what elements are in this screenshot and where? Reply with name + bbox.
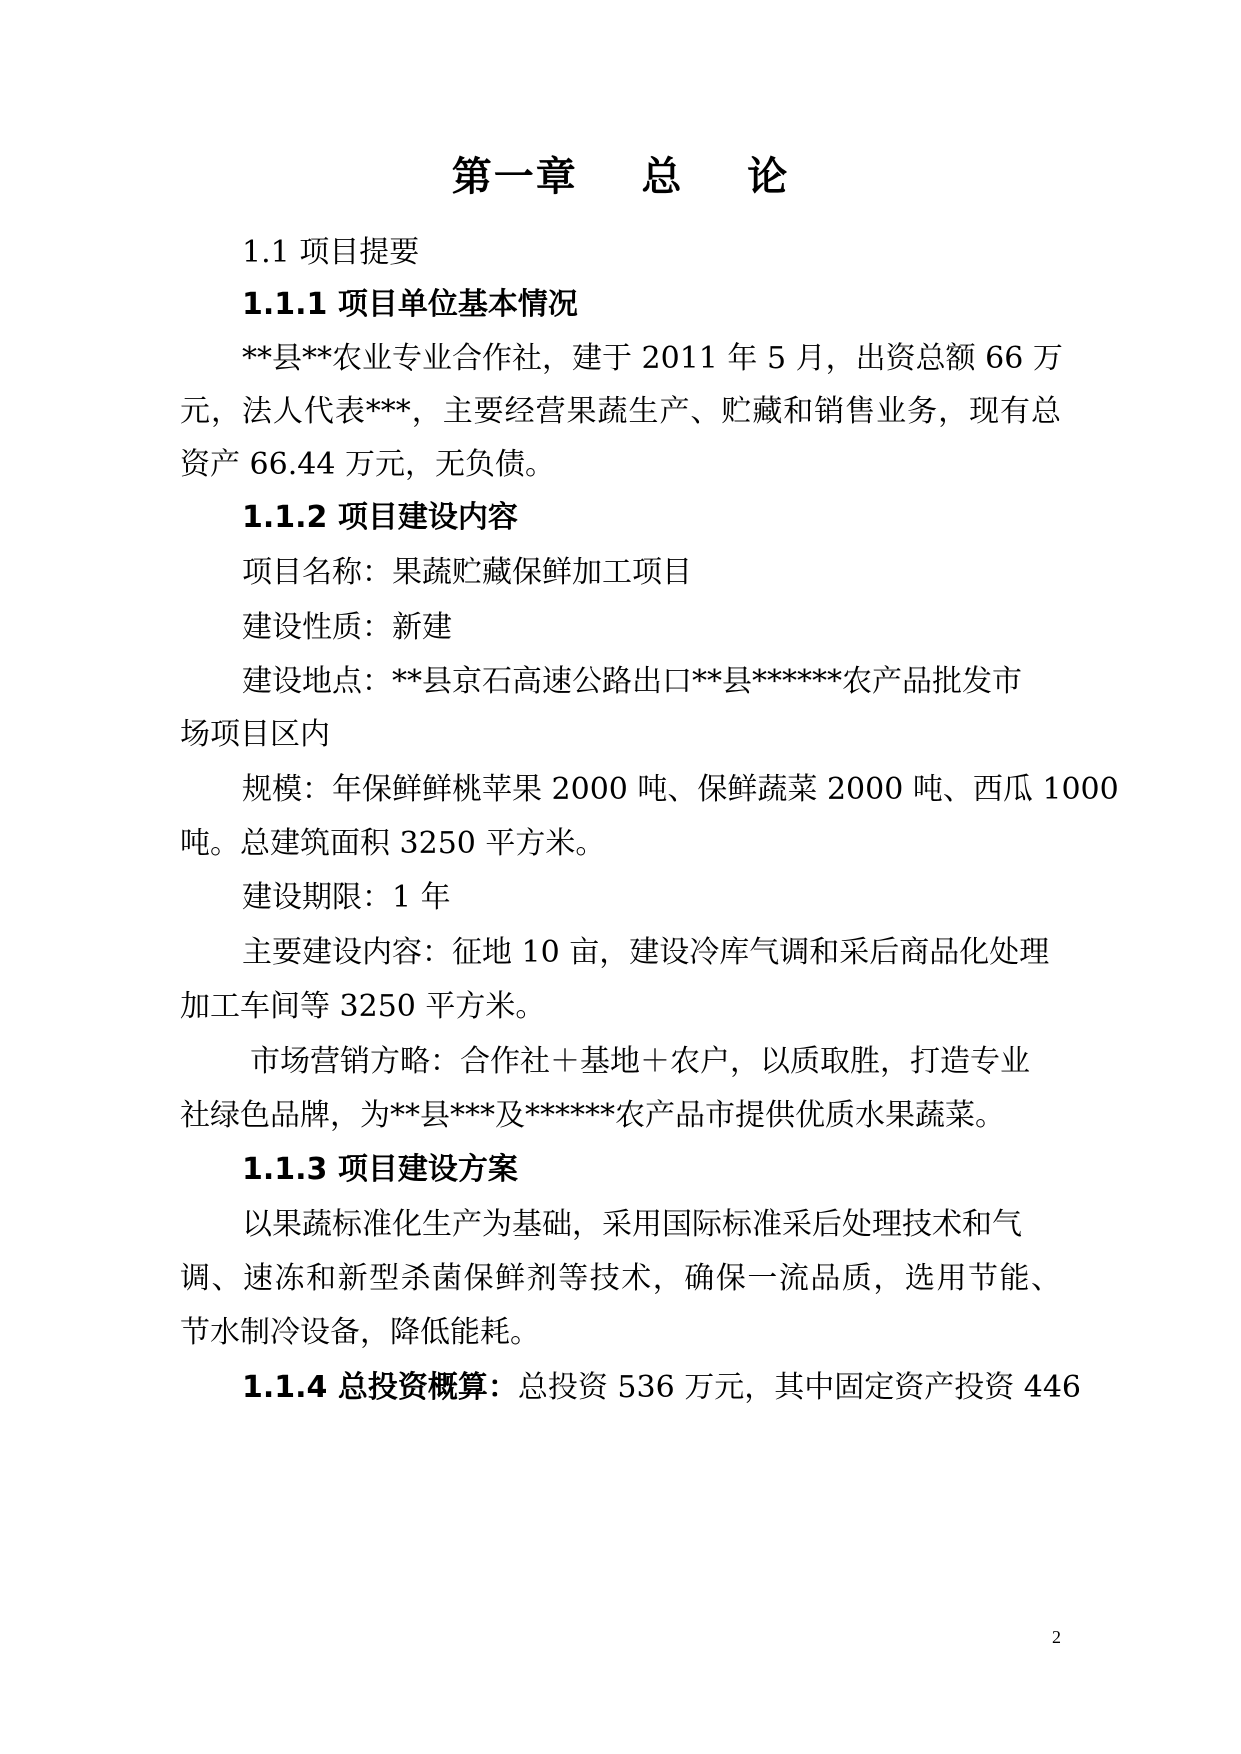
project-scale-line: 规模：年保鲜鲜桃苹果 2000 吨、保鲜蔬菜 2000 吨、西瓜 1000 [242,772,1119,807]
project-nature-line: 建设性质：新建 [242,610,452,645]
section-heading-1-1-3: 1.1.3 项目建设方案 [242,1152,518,1187]
marketing-line: 市场营销方略：合作社＋基地＋农户，以质取胜，打造专业 [250,1044,1030,1079]
main-content-line: 主要建设内容：征地 10 亩，建设冷库气调和采后商品化处理 [242,935,1050,970]
project-scale-line: 吨。总建筑面积 3250 平方米。 [180,826,606,861]
plan-line: 节水制冷设备，降低能耗。 [180,1315,540,1350]
page-number: 2 [1052,1627,1061,1647]
paragraph-line: **县**农业专业合作社，建于 2011 年 5 月，出资总额 66 万 [242,341,1063,376]
chapter-title: 第一章 总 论 [451,154,790,200]
paragraph-line: 元，法人代表***，主要经营果蔬生产、贮藏和销售业务，现有总 [180,394,1061,429]
project-location-line: 建设地点：**县京石高速公路出口**县******农产品批发市 [242,664,1022,699]
marketing-line: 社绿色品牌，为**县***及******农产品市提供优质水果蔬菜。 [180,1098,1005,1133]
investment-line [242,1368,1081,1408]
main-content-line: 加工车间等 3250 平方米。 [180,989,546,1024]
section-heading-1-1-1: 1.1.1 项目单位基本情况 [242,287,578,322]
section-heading-1-1-4: 1.1.4 总投资概算： [242,1370,518,1405]
plan-line: 调、速冻和新型杀菌保鲜剂等技术，确保一流品质，选用节能、 [180,1261,1061,1296]
paragraph-line: 资产 66.44 万元，无负债。 [180,447,555,482]
section-heading-1-1: 1.1 项目提要 [242,235,420,270]
investment-text: 总投资 536 万元，其中固定资产投资 446 [517,1370,1081,1405]
project-period-line: 建设期限：1 年 [242,880,451,915]
project-location-line: 场项目区内 [180,717,330,752]
plan-line: 以果蔬标准化生产为基础，采用国际标准采后处理技术和气 [242,1207,1022,1242]
section-heading-1-1-2: 1.1.2 项目建设内容 [242,500,518,535]
project-name-line: 项目名称：果蔬贮藏保鲜加工项目 [242,555,692,590]
